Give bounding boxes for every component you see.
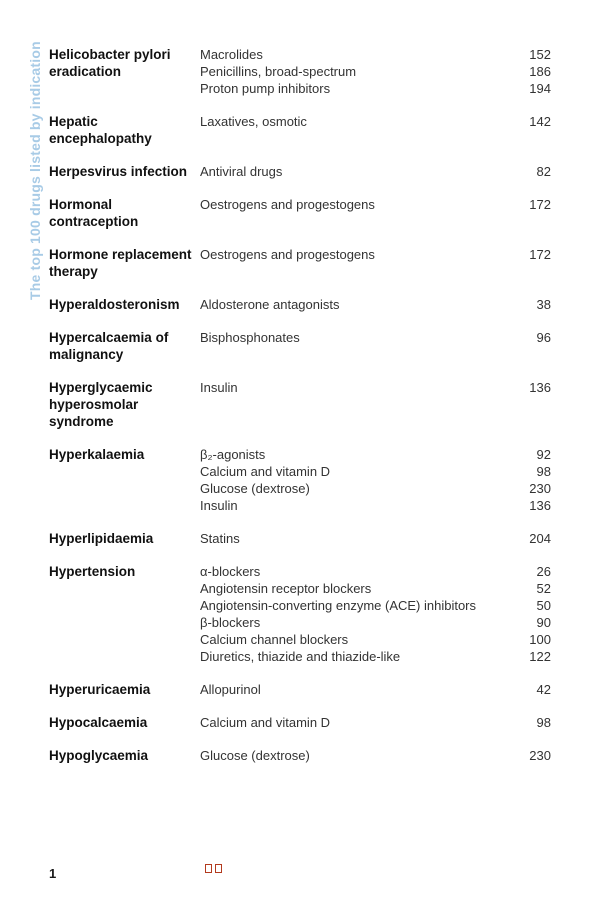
indication-entry (49, 246, 551, 280)
drug-page: 98 (536, 464, 551, 479)
drug-page: 38 (536, 297, 551, 312)
drug-row (200, 497, 551, 514)
drug-page: 92 (536, 447, 551, 462)
drug-row (200, 246, 551, 263)
drug-list (200, 196, 551, 230)
drug-row (200, 446, 551, 463)
drug-page: 42 (536, 682, 551, 697)
drug-page: 26 (536, 564, 551, 579)
drug-name: α-blockers (200, 564, 261, 579)
drug-name: Laxatives, osmotic (200, 114, 307, 129)
drug-row (200, 681, 551, 698)
page-number: 1 (49, 866, 57, 881)
drug-list (200, 113, 551, 147)
drug-list (200, 446, 551, 514)
drug-list (200, 530, 551, 547)
drug-row (200, 463, 551, 480)
drug-list (200, 379, 551, 430)
indication-entry (49, 446, 551, 514)
drug-list (200, 714, 551, 731)
drug-list (200, 46, 551, 97)
side-title: The top 100 drugs listed by indication (27, 41, 43, 300)
indication-entry (49, 563, 551, 665)
drug-name: Oestrogens and progestogens (200, 197, 375, 212)
drug-page: 96 (536, 330, 551, 345)
indication-entry (49, 530, 551, 547)
indication-name: Hormonal contraception (49, 197, 139, 229)
drug-page: 142 (529, 114, 551, 129)
indication-entry (49, 747, 551, 764)
drug-page: 52 (536, 581, 551, 596)
drug-name: Macrolides (200, 47, 263, 62)
drug-page: 82 (536, 164, 551, 179)
drug-row (200, 480, 551, 497)
drug-name: Angiotensin receptor blockers (200, 581, 372, 596)
drug-list (200, 747, 551, 764)
drug-row (200, 597, 551, 614)
indication-name: Herpesvirus infection (49, 164, 188, 179)
drug-page: 194 (529, 81, 551, 96)
drug-name: Calcium channel blockers (200, 632, 349, 647)
indication-entry (49, 113, 551, 147)
drug-row (200, 296, 551, 313)
drug-name: Aldosterone antagonists (200, 297, 340, 312)
footer-marks (205, 864, 222, 873)
drug-list (200, 563, 551, 665)
drug-name: Insulin (200, 380, 238, 395)
drug-name: Insulin (200, 498, 238, 513)
indication-name: Hyperglycaemic hyperosmolar syndrome (49, 380, 153, 429)
drug-row (200, 46, 551, 63)
indication-entry (49, 379, 551, 430)
drug-row (200, 580, 551, 597)
drug-name: Antiviral drugs (200, 164, 283, 179)
indication-entry (49, 681, 551, 698)
drug-name: Allopurinol (200, 682, 261, 697)
drug-row (200, 80, 551, 97)
indication-name: Hyperlipidaemia (49, 531, 154, 546)
drug-name: Oestrogens and progestogens (200, 247, 375, 262)
drug-page: 186 (529, 64, 551, 79)
drug-list (200, 329, 551, 363)
drug-page: 90 (536, 615, 551, 630)
drug-list (200, 163, 551, 180)
drug-name: Calcium and vitamin D (200, 464, 331, 479)
drug-page: 152 (529, 47, 551, 62)
indication-name: Hypoglycaemia (49, 748, 149, 763)
drug-name: Penicillins, broad-spectrum (200, 64, 357, 79)
drug-name: β₂-agonists (200, 447, 266, 462)
indication-entry (49, 196, 551, 230)
indication-list (49, 46, 551, 780)
drug-row (200, 563, 551, 580)
drug-name: β-blockers (200, 615, 261, 630)
footer-mark-icon (215, 864, 222, 873)
drug-page: 98 (536, 715, 551, 730)
drug-page: 204 (529, 531, 551, 546)
indication-name: Hypercalcaemia of malignancy (49, 330, 169, 362)
drug-page: 122 (529, 649, 551, 664)
drug-row (200, 163, 551, 180)
drug-list (200, 681, 551, 698)
indication-entry (49, 46, 551, 97)
drug-page: 230 (529, 748, 551, 763)
drug-name: Calcium and vitamin D (200, 715, 331, 730)
indication-entry (49, 714, 551, 731)
drug-row (200, 113, 551, 130)
drug-row (200, 196, 551, 213)
indication-name: Hypocalcaemia (49, 715, 148, 730)
drug-page: 136 (529, 380, 551, 395)
drug-page: 172 (529, 247, 551, 262)
drug-row (200, 530, 551, 547)
indication-name: Hormone replacement therapy (49, 247, 192, 279)
indication-name: Hepatic encephalopathy (49, 114, 152, 146)
drug-name: Glucose (dextrose) (200, 481, 310, 496)
drug-name: Diuretics, thiazide and thiazide-like (200, 649, 401, 664)
drug-page: 172 (529, 197, 551, 212)
drug-row (200, 747, 551, 764)
indication-name: Hyperaldosteronism (49, 297, 180, 312)
indication-entry (49, 163, 551, 180)
drug-row (200, 614, 551, 631)
indication-entry (49, 329, 551, 363)
drug-name: Angiotensin-converting enzyme (ACE) inhibitors (200, 598, 477, 613)
drug-name: Proton pump inhibitors (200, 81, 331, 96)
drug-list (200, 296, 551, 313)
indication-name: Hypertension (49, 564, 136, 579)
indication-entry (49, 296, 551, 313)
drug-row (200, 648, 551, 665)
drug-page: 100 (529, 632, 551, 647)
drug-row (200, 63, 551, 80)
drug-page: 136 (529, 498, 551, 513)
indication-name: Hyperkalaemia (49, 447, 145, 462)
drug-row (200, 379, 551, 396)
drug-page: 50 (536, 598, 551, 613)
indication-name: Hyperuricaemia (49, 682, 151, 697)
drug-name: Glucose (dextrose) (200, 748, 310, 763)
drug-row (200, 631, 551, 648)
drug-row (200, 714, 551, 731)
drug-list (200, 246, 551, 280)
drug-name: Bisphosphonates (200, 330, 300, 345)
indication-name: Helicobacter pylori eradication (49, 47, 171, 79)
footer-mark-icon (205, 864, 212, 873)
drug-name: Statins (200, 531, 240, 546)
drug-page: 230 (529, 481, 551, 496)
drug-row (200, 329, 551, 346)
